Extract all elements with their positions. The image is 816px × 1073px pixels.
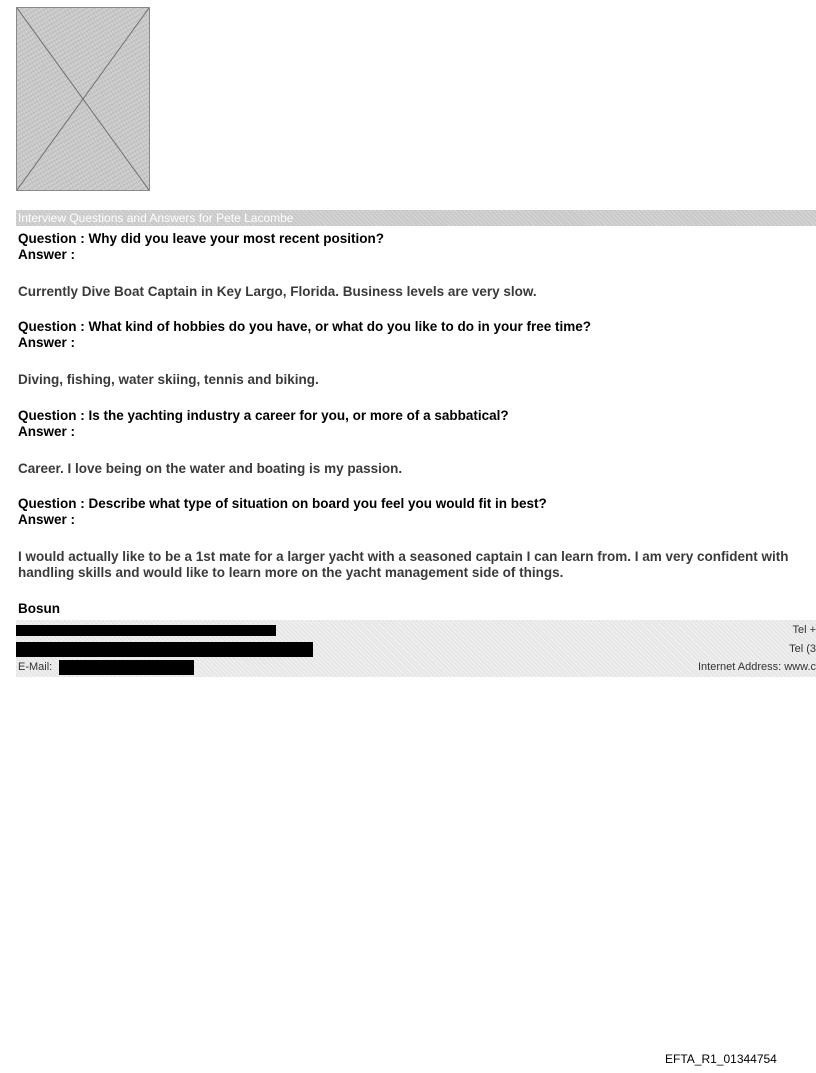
contact-row bbox=[16, 641, 816, 658]
redaction-bar bbox=[16, 642, 313, 657]
question-text: Question : Is the yachting industry a career for you, or more of a sabbatical? bbox=[18, 408, 509, 423]
answer-text: Currently Dive Boat Captain in Key Largo, Florida. Business levels are very slow. bbox=[18, 284, 537, 299]
contact-row bbox=[16, 659, 816, 676]
position-title: Bosun bbox=[18, 601, 60, 616]
document-id: EFTA_R1_01344754 bbox=[665, 1052, 777, 1066]
redaction-bar bbox=[59, 660, 194, 675]
qa-block bbox=[18, 231, 816, 263]
phone-text: Tel (3 bbox=[789, 643, 816, 655]
image-placeholder-icon bbox=[17, 8, 149, 190]
internet-address-text: Internet Address: www.c bbox=[698, 661, 816, 673]
question-text: Question : Describe what type of situation on board you feel you would fit in best? bbox=[18, 496, 547, 511]
qa-block bbox=[18, 496, 816, 528]
answer-text: I would actually like to be a 1st mate for a larger yacht with a seasoned captain I can learn from. I am very confident with bbox=[18, 549, 789, 564]
qa-block bbox=[18, 319, 816, 351]
answer-label: Answer : bbox=[18, 247, 76, 262]
answer-text: Diving, fishing, water skiing, tennis and biking. bbox=[18, 372, 319, 387]
answer-label: Answer : bbox=[18, 424, 76, 439]
contact-row bbox=[16, 622, 816, 639]
qa-block bbox=[18, 408, 816, 440]
answer-label: Answer : bbox=[18, 335, 76, 350]
question-text: Question : Why did you leave your most recent position? bbox=[18, 231, 385, 246]
photo-placeholder bbox=[16, 7, 150, 191]
contact-block bbox=[16, 620, 816, 677]
phone-text: Tel + bbox=[792, 624, 816, 636]
answer-text: Career. I love being on the water and boating is my passion. bbox=[18, 461, 403, 476]
redaction-bar bbox=[16, 625, 276, 636]
answer-text: handling skills and would like to learn more on the yacht management side of things. bbox=[18, 565, 564, 580]
email-label: E-Mail: bbox=[18, 661, 53, 673]
answer-label: Answer : bbox=[18, 512, 76, 527]
section-title: Interview Questions and Answers for Pete Lacombe bbox=[16, 210, 816, 226]
question-text: Question : What kind of hobbies do you have, or what do you like to do in your free time? bbox=[18, 319, 592, 334]
